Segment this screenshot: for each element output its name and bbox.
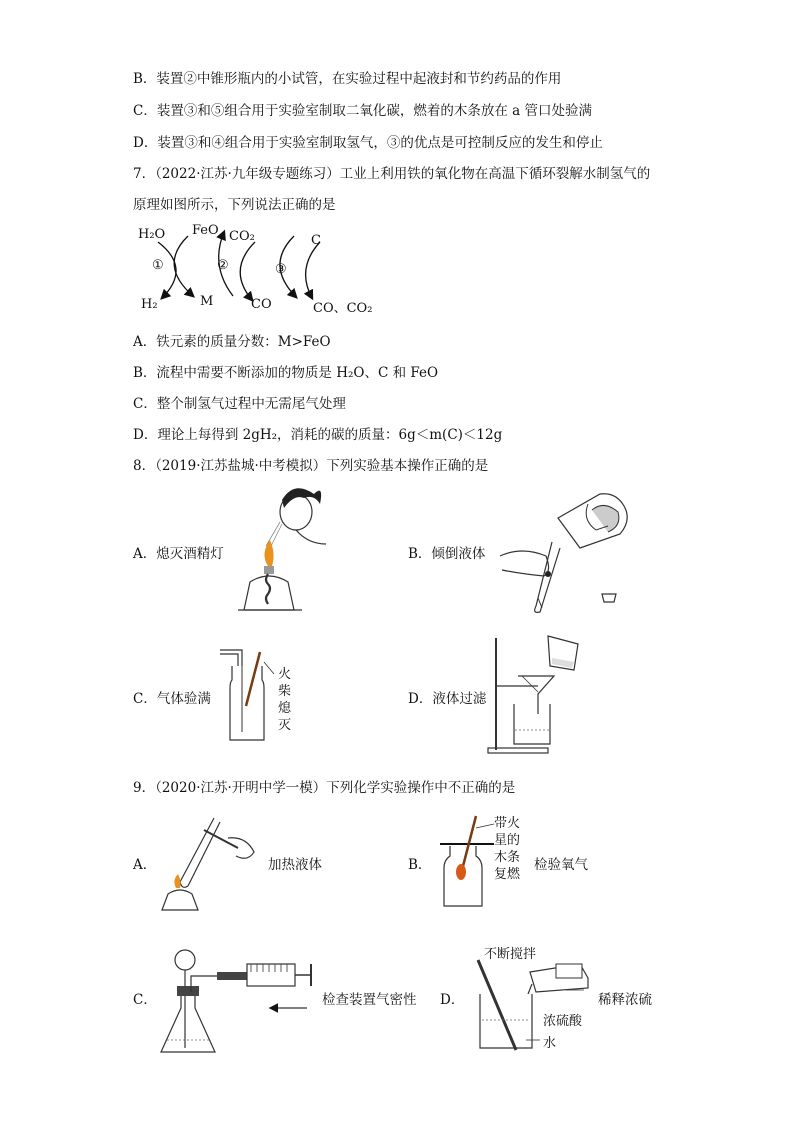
label-m: M <box>200 294 214 309</box>
label-h2o: H₂O <box>138 227 166 242</box>
q7-option-d: D．理论上每得到 2gH₂，消耗的碳的质量：6g＜m(C)＜12g <box>133 427 503 443</box>
filtration-figure <box>488 634 588 754</box>
q9-option-b-letter: B． <box>408 857 432 873</box>
q7-option-b: B．流程中需要不断添加的物质是 H₂O、C 和 FeO <box>133 365 439 381</box>
q7-stem-line1: 7．（2022·江苏·九年级专题练习）工业上利用铁的氧化物在高温下循环裂解水制氢气的 <box>133 166 651 182</box>
q9-option-d-label: 稀释浓硫 <box>598 992 652 1008</box>
q8-option-c: C．气体验满 <box>133 691 211 707</box>
q6-option-c: C．装置③和⑤组合用于实验室制取二氧化碳，燃着的木条放在 a 管口处验满 <box>133 103 592 119</box>
match-out-label <box>278 666 291 734</box>
dilute-acid-figure <box>470 950 600 1060</box>
label-c-top: C <box>311 233 321 248</box>
splint-label-line-4: 复燃 <box>494 867 521 882</box>
label-co-co2: CO、CO₂ <box>313 301 373 316</box>
heat-liquid-figure <box>158 812 258 912</box>
label-cycle-1: ① <box>152 258 164 273</box>
match-out-char-2: 柴 <box>278 684 292 699</box>
q9-option-a-letter: A． <box>133 857 157 873</box>
label-cycle-2: ② <box>217 258 229 273</box>
match-out-char-3: 熄 <box>278 701 292 716</box>
q8-option-d: D．液体过滤 <box>408 691 487 707</box>
label-co2-top: CO₂ <box>229 229 255 244</box>
q9-stem: 9．（2020·江苏·开明中学一模）下列化学实验操作中不正确的是 <box>133 780 516 796</box>
blow-out-lamp-figure <box>238 482 328 612</box>
label-cycle-3: ③ <box>275 262 287 277</box>
q7-option-c: C．整个制氢气过程中无需尾气处理 <box>133 396 346 412</box>
match-out-char-1: 火 <box>278 667 292 682</box>
splint-label-line-3: 木条 <box>494 850 521 865</box>
stir-label: 不断搅拌 <box>484 947 537 962</box>
label-co: CO <box>251 297 272 312</box>
q6-option-d: D．装置③和④组合用于实验室制取氢气，③的优点是可控制反应的发生和停止 <box>133 135 603 151</box>
q8-stem: 8．（2019·江苏盐城·中考模拟）下列实验基本操作正确的是 <box>133 458 489 474</box>
airtightness-figure <box>155 948 325 1058</box>
q7-option-a: A．铁元素的质量分数：M>FeO <box>133 334 331 350</box>
pour-liquid-figure <box>492 490 642 610</box>
splint-label-line-1: 带火 <box>494 816 521 831</box>
q9-option-a-label: 加热液体 <box>268 857 322 873</box>
q6-option-b: B．装置②中锥形瓶内的小试管，在实验过程中起液封和节约药品的作用 <box>133 71 562 87</box>
label-h2: H₂ <box>141 297 158 312</box>
label-feo: FeO <box>192 223 219 238</box>
q9-option-c-letter: C． <box>133 992 157 1008</box>
water-label: 水 <box>543 1036 557 1051</box>
match-out-char-4: 灭 <box>278 718 292 733</box>
q7-stem-line2: 原理如图所示，下列说法正确的是 <box>133 197 336 213</box>
q8-option-a: A．熄灭酒精灯 <box>133 546 224 562</box>
gas-test-figure <box>212 646 282 746</box>
q8-option-b: B．倾倒液体 <box>408 546 486 562</box>
glowing-splint-label <box>494 815 520 883</box>
q9-option-d-letter: D． <box>440 992 465 1008</box>
splint-label-line-2: 星的 <box>494 833 521 848</box>
acid-label: 浓硫酸 <box>543 1014 583 1029</box>
q9-option-b-label: 检验氧气 <box>534 857 588 873</box>
q9-option-c-label: 检查装置气密性 <box>322 992 417 1008</box>
